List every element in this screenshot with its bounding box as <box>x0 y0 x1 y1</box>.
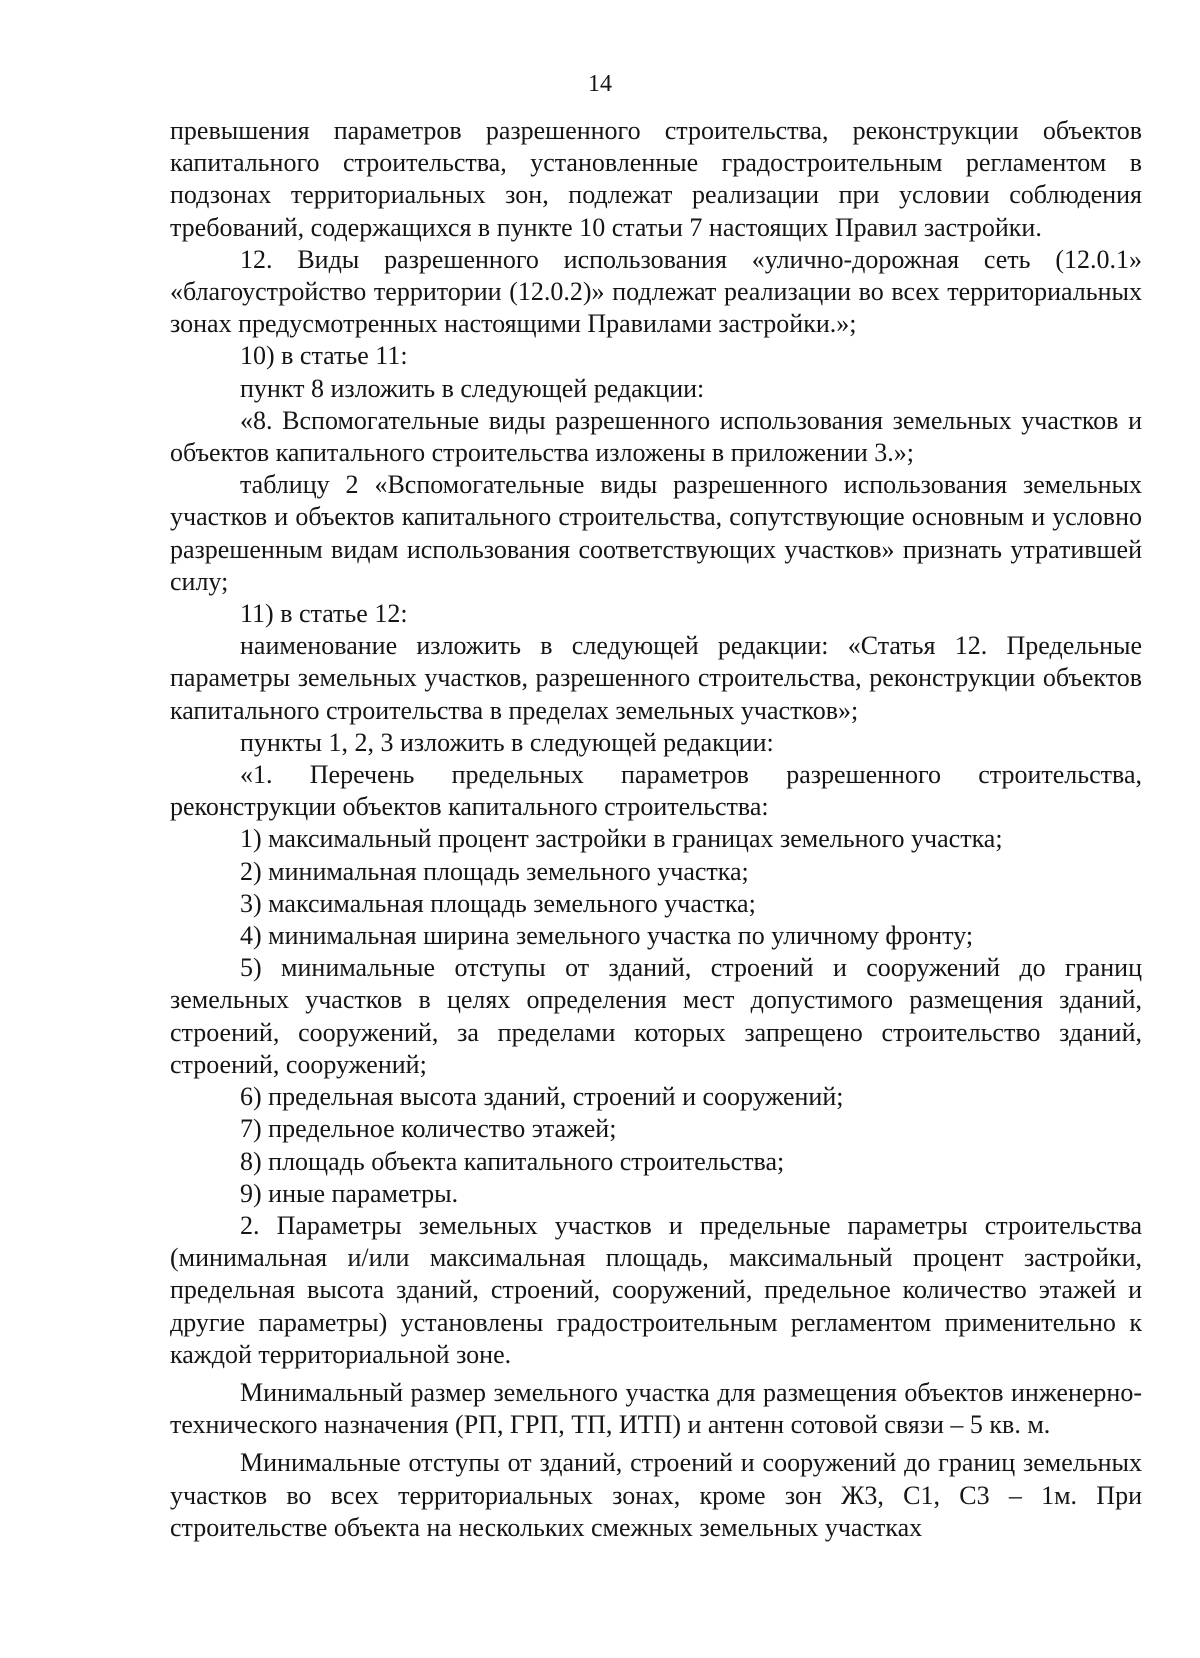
paragraph-item-12: 12. Виды разрешенного использования «улично-дорожная сеть (12.0.1» «благоустройство территории (12.0.2)» подлежат реализации во всех территориальных зонах предусмотренных настоящими Правилами застройки.»; <box>170 244 1142 339</box>
paragraph-article-11: 10) в статье 11: <box>240 341 408 371</box>
paragraph-minimum-plot-size: Минимальный размер земельного участка для размещения объектов инженерно-технического назначения (РП, ГРП, ТП, ИТП) и антенн сотовой связи – 5 кв. м. <box>170 1377 1142 1440</box>
list-item-4: 4) минимальная ширина земельного участка по уличному фронту; <box>240 921 974 951</box>
paragraph-point-2: 2. Параметры земельных участков и предельные параметры строительства (минимальная и/или максимальная площадь, максимальный процент застройки, предельная высота зданий, строений, сооружений, предельное количество этажей и другие параметры) установлены градостроительным регламентом применительно к каждой территориальной зоне. <box>170 1210 1142 1369</box>
paragraph-table-2: таблицу 2 «Вспомогательные виды разрешенного использования земельных участков и объектов капитального строительства, сопутствующие основным и условно разрешенным видам использования соответствующих участков» признать утратившей силу; <box>170 470 1142 596</box>
paragraph-point-8-instruction: пункт 8 изложить в следующей редакции: <box>240 373 705 403</box>
list-item-2: 2) минимальная площадь земельного участка; <box>240 856 749 886</box>
list-item-6: 6) предельная высота зданий, строений и сооружений; <box>240 1082 844 1112</box>
list-item-5: 5) минимальные отступы от зданий, строений и сооружений до границ земельных участков в целях определения мест допустимого размещения зданий, строений, сооружений, за пределами которых запрещено строительство зданий, строений, сооружений; <box>170 953 1142 1079</box>
paragraph-article-12: 11) в статье 12: <box>240 599 408 629</box>
paragraph-continuation: превышения параметров разрешенного строительства, реконструкции объектов капитального строительства, установленные градостроительным регламентом в подзонах территориальных зон, подлежат реализации при условии соблюдения требований, содержащихся в пункте 10 статьи 7 настоящих Правил застройки. <box>170 116 1142 242</box>
list-item-1: 1) максимальный процент застройки в границах земельного участка; <box>240 824 1003 854</box>
list-item-8: 8) площадь объекта капитального строительства; <box>240 1146 785 1176</box>
paragraph-minimum-setbacks: Минимальные отступы от зданий, строений и сооружений до границ земельных участков во всех территориальных зонах, кроме зон Ж3, С1, С3 – 1м. При строительстве объекта на нескольких смежных земельных участках <box>170 1448 1142 1542</box>
list-item-7: 7) предельное количество этажей; <box>240 1114 617 1144</box>
paragraph-point-1: «1. Перечень предельных параметров разрешенного строительства, реконструкции объектов капитального строительства: <box>170 760 1142 822</box>
document-body <box>170 115 1142 1544</box>
paragraph-point-8-text: «8. Вспомогательные виды разрешенного использования земельных участков и объектов капитального строительства изложены в приложении 3.»; <box>170 405 1142 468</box>
list-item-3: 3) максимальная площадь земельного участка; <box>240 888 756 918</box>
paragraph-article-12-title: наименование изложить в следующей редакции: «Статья 12. Предельные параметры земельных участков, разрешенного строительства, реконструкции объектов капитального строительства в пределах земельных участков»; <box>170 631 1142 725</box>
page-number: 14 <box>588 71 612 97</box>
paragraph-points-1-3-instruction: пункты 1, 2, 3 изложить в следующей редакции: <box>240 727 774 757</box>
list-item-9: 9) иные параметры. <box>240 1178 459 1208</box>
